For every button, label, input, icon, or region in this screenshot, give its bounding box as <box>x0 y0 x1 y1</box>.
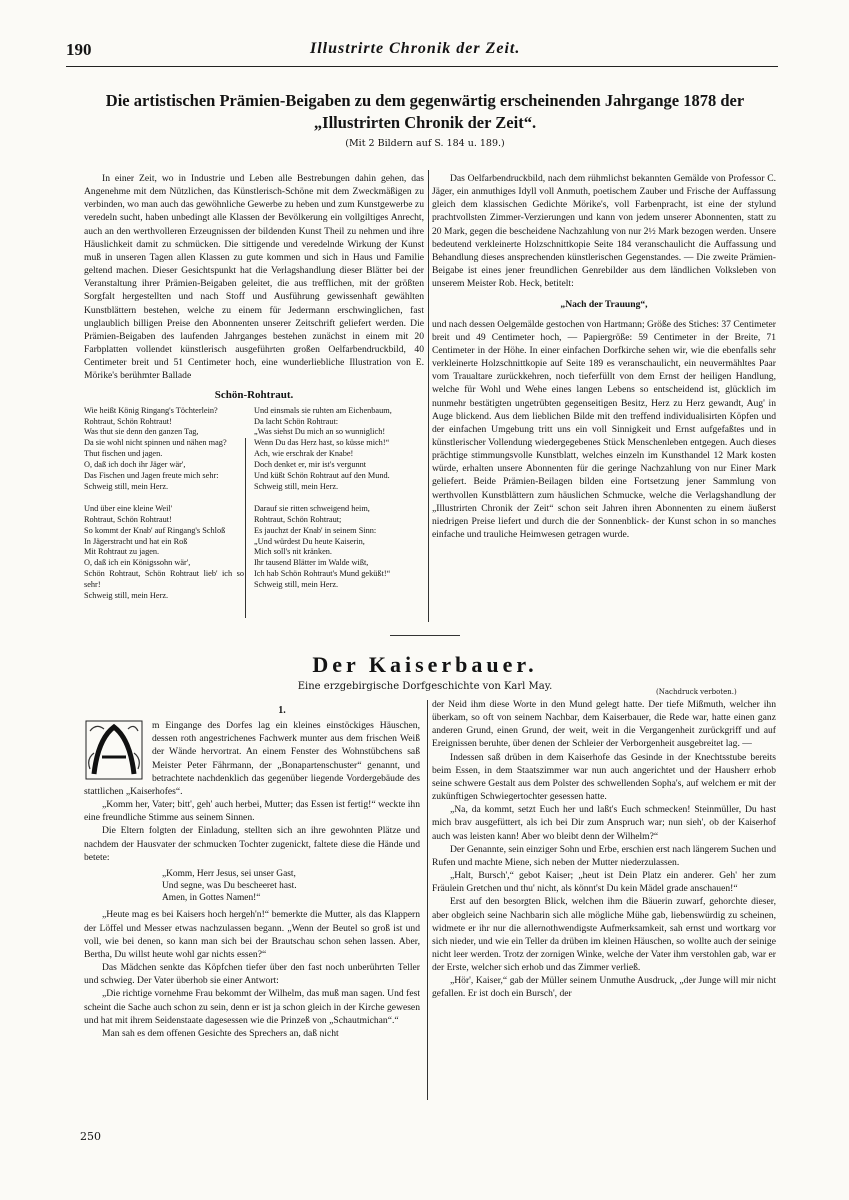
verse-line: Schweig still, mein Herz. <box>84 591 169 601</box>
poem-divider <box>245 438 246 618</box>
verse-line: So kommt der Knab' auf Ringang's Schloß <box>84 525 226 535</box>
verse-line: Wie heißt König Ringang's Töchterlein? <box>84 405 218 415</box>
verse-line: Rohtraut, Schön Rohtraut; <box>254 514 342 524</box>
verse-line: Darauf sie ritten schweigend heim, <box>254 503 370 513</box>
verse-line: „Komm, Herr Jesus, sei unser Gast, <box>162 868 296 879</box>
decorated-initial-a-icon <box>84 719 144 781</box>
article-column-left <box>84 172 424 602</box>
story-paragraph: der Neid ihm diese Worte in den Mund gelegt hatte. Der tiefe Mißmuth, welcher ihn überkam, so oft von seinem Nachbar, dem Kaiserbauer, die Rede war, hatte einen ganz anderen Grund, einen Grund, der weit, weit in die Vergangenheit zurückgriff und auf Ereignissen beruhte, über denen der Schleier der Verborgenheit ausgebreitet lag. — <box>432 699 776 750</box>
verse-line: Da sie wohl nicht spinnen und nähen mag? <box>84 438 227 448</box>
verse-line <box>84 493 244 504</box>
article-title-line1: Die artistischen Prämien-Beigaben zu dem gegenwärtig erscheinenden Jahrgange 1878 der <box>105 91 745 110</box>
verse-line: „Und würdest Du heute Kaiserin, <box>254 536 365 546</box>
column-divider <box>427 700 428 1100</box>
verse-line: Und einsmals sie ruhten am Eichenbaum, <box>254 405 392 415</box>
verse-line: Schweig still, mein Herz. <box>84 482 169 491</box>
article-subnote: (Mit 2 Bildern auf S. 184 u. 189.) <box>345 138 505 149</box>
verse-line: Thut fischen und jagen. <box>84 449 163 459</box>
verse-line: Und über eine kleine Weil' <box>84 503 173 513</box>
poem-right-column <box>254 406 424 602</box>
verse-line: Ihr tausend Blätter im Walde wißt, <box>254 558 369 568</box>
verse-line: Ich hab Schön Rohtraut's Mund geküßt!“ <box>254 569 391 579</box>
article-paragraph: und nach dessen Oelgemälde gestochen von Hartmann; Größe des Stiches: 37 Centimeter breit und 49 Centimeter hoch, — Papiergröße: 59 Centimeter in der Breite, 71 Centimeter in der Höhe. In einer einfachen Dorfkirche sehen wir, wie die ebenfalls sehr verkleinerte Holzschnittkopie auf Seite 189 es veranschaulicht, ein neuvermähltes Paar vom Traualtare zurückkehren, noch tieferfüllt von dem Ernst der heiligen Handlung, welche für Wohl und Wehe eines langen Lebens so entscheidend ist, glücklich im nunmehr bestätigten ungetrübten gegenseitigen Besitz, Herz zu Herz gewandt, Aug' in Auge blickend. Aus dem lieblichen Bilde mit den treffend individualisirten Köpfen und der einfachen Umgebung tritt uns ein voll Sinnigkeit und Ernst aufgefaßtes und in künstlerischer Vollendung wiedergegebenes Stück Menschenleben entgegen. Auch dieses prächtige stimmungsvolle Kunstblatt, welches einzeln im Kunsthandel 12 Mark kosten würde, erhalten unsere Abonnenten für die geringe Nachzahlung von nur Einer Mark geliefert. Beide Prämien-Beilagen bilden eine Fortsetzung jener Sammlung von werthvollen Kunstblättern zum häuslichen Schmucke, welche die Verlagshandlung der „Illustrirten Chronik der Zeit“ schon seit Jahren ihren Abonnenten zu einem äußerst niedrigen Preise liefert und durch die der Sonnenblick- der Kunst schon in so manches einfache und trauliche Heimwesen getragen wurde. <box>432 318 776 541</box>
verse-line: Das Fischen und Jagen freute mich sehr: <box>84 471 219 481</box>
verse-line: „Was siehst Du mich an so wunniglich! <box>254 427 386 437</box>
page-number: 190 <box>66 40 92 59</box>
verse-line: Es jauchzt der Knab' in seinem Sinn: <box>254 525 377 535</box>
verse-line <box>254 493 424 504</box>
verse-line: Amen, in Gottes Namen!“ <box>162 893 261 904</box>
verse-line: O, daß ich ein Königssohn wär', <box>84 558 191 568</box>
sheet-number: 250 <box>80 1130 101 1143</box>
article-title <box>70 90 780 134</box>
verse-line: O, daß ich doch ihr Jäger wär', <box>84 460 186 470</box>
chapter-number: 1. <box>278 705 286 716</box>
reprint-notice: (Nachdruck verboten.) <box>656 688 737 696</box>
story-title: Der Kaiserbauer. <box>312 652 538 677</box>
story-paragraph: Die Eltern folgten der Einladung, stellten sich an ihre gewohnten Plätze und nachdem der Hausvater der schmucken Tochter zugenickt, faltete diese die Hände und betete: <box>84 825 420 863</box>
verse-line: In Jägerstracht und hat ein Roß <box>84 536 188 546</box>
story-paragraph: „Die richtige vornehme Frau bekommt der Wilhelm, das muß man sagen. Und fest scheint die Sache auch schon zu sein, denn er ist ja schon gleich in der Kirche gewesen und hat mit ihrem Seidenstaate dagesessen wie die Prinzeß von „Schautmichan“.“ <box>84 988 420 1026</box>
picture-title: „Nach der Trauung“, <box>560 299 648 311</box>
header-rule <box>66 66 778 67</box>
prayer-verse <box>84 868 420 905</box>
story-paragraph: Erst auf den besorgten Blick, welchen ihm die Bäuerin zuwarf, gehorchte dieser, aber obgleich seine Nachbarin sich alle mögliche Mühe gab, liebenswürdig zu scheinen, widmete er ihr nur die allernothwendigste Aufmerksamkeit, sah ernst und wortkarg vor sich nieder, und wie ein Teller da drüben im kleinen Häuschen, so wollte auch der seinige nicht leer werden. Trotz der zornigen Winke, welche der Vater ihm verstohlen gab, war er der Erste, welcher sich erhob und das Zimmer verließ. <box>432 896 776 974</box>
poem <box>84 406 424 602</box>
story-paragraph: Man sah es dem offenen Gesichte des Sprechers an, daß nicht <box>102 1027 339 1039</box>
running-title: Illustrirte Chronik der Zeit. <box>310 40 521 57</box>
verse-line: Rohtraut, Schön Rohtraut! <box>84 514 172 524</box>
verse-line: Und segne, was Du bescheeret hast. <box>162 881 297 892</box>
article-column-right <box>432 172 776 541</box>
verse-line: Mich soll's nit kränken. <box>254 547 333 557</box>
story-paragraph: „Na, da kommt, setzt Euch her und laßt's Euch schmecken! Steinmüller, Du hast mich brav ausgefüttert, als ich bei Dir zum Anspruch war; nun sieh', ob der Kaiserhof auch was leisten kann! Aber wo bleibt denn der Wilhelm?“ <box>432 804 776 842</box>
verse-line: Doch denket er, mir ist's vergunnt <box>254 460 367 470</box>
story-paragraph: „Halt, Bursch',“ gebot Kaiser; „heut ist Dein Platz ein anderer. Geh' her zum Fräulein Gretchen und thu' nicht, als könnt'st Du kein Mädel grade anschauen!“ <box>432 870 776 895</box>
story-paragraph: „Hör', Kaiser,“ gab der Müller seinem Unmuthe Ausdruck, „der Junge will mir nicht gefallen. Er ist doch ein Bursch', der <box>432 975 776 1000</box>
verse-line: Schweig still, mein Herz. <box>254 482 339 491</box>
story-column-left <box>84 704 420 1040</box>
verse-line: Schweig still, mein Herz. <box>254 580 339 590</box>
poem-left-column <box>84 406 244 602</box>
article-paragraph: In einer Zeit, wo in Industrie und Leben alle Bestrebungen dahin gehen, das Angenehme mit dem Nützlichen, das Künstlerisch-Schöne mit dem Zweckmäßigen zu verbinden, wo man auch das gewöhnliche Gewerbe zu heben und zum Kunstgewerbe zu veredeln sucht, haben unbedingt alle Klassen der Bevölkerung ein vollgiltiges Anrecht, auch an den werthvolleren Erzeugnissen der bildenden Kunst Theil zu nehmen und ihre Häuslichkeit damit zu schmücken. Die sittigende und veredelnde Wirkung der Kunst muß in unseren Tagen allen Klassen zu gute kommen und sich in Haus und Familie geltend machen. Dieser Gesichtspunkt hat die Verlagshandlung dieser Blätter bei der Veranstaltung ihrer Prämien-Beigaben geleitet, die aus trefflichen, mit der größten Sorgfalt hergestellten und nach Stoff und Ausführung gewissenhaft gewählten Kunstblättern bestehen, welche zu einem für Jedermann erschwinglichen, fast unglaublich billigen Preise den Abonnenten unserer Zeitschrift geliefert werden. Die Prämien-Beigaben des laufenden Jahrganges bestehen zunächst in einem mit 20 Farbplatten vollendet künstlerisch ausgeführten großen Oelfarbendruckbild, 40 Centimeter breit und 51 Centimeter hoch, eine wunderliebliche Illustration von E. Mörike's berühmter Ballade <box>84 173 424 382</box>
story-subtitle: Eine erzgebirgische Dorfgeschichte von Karl May. <box>297 681 553 692</box>
story-column-right <box>432 698 776 1001</box>
verse-line: Da lacht Schön Rohtraut: <box>254 416 339 426</box>
verse-line: Mit Rohtraut zu jagen. <box>84 547 160 557</box>
verse-line: Wenn Du das Herz hast, so küsse mich!“ <box>254 438 390 448</box>
verse-line: Ach, wie erschrak der Knabe! <box>254 449 354 459</box>
section-separator <box>390 635 460 636</box>
story-paragraph: m Eingange des Dorfes lag ein kleines einstöckiges Häuschen, dessen roth angestrichenes Fachwerk munter aus dem frischen Weiß der Wände hervortrat. An einem Fenster des Wohnstübchens saß Meister Peter Fährmann, der „Bonapartenschuster“ genannt, und betrachtete nachdenklich das gegenüber liegende Vordergebäude des stattlichen „Kaiserhofes“. <box>84 720 420 797</box>
column-divider <box>428 170 429 622</box>
article-title-line2: „Illustrirten Chronik der Zeit“. <box>313 113 537 132</box>
story-paragraph: „Komm her, Vater; bitt', geh' auch herbei, Mutter; das Essen ist fertig!“ weckte ihn eine freundliche Stimme aus seinem Sinnen. <box>84 799 420 824</box>
poem-title: Schön-Rohtraut. <box>214 388 294 401</box>
story-paragraph: Der Genannte, sein einziger Sohn und Erbe, erschien erst nach längerem Suchen und Rufen und machte Miene, sich neben der Mutter niederzulassen. <box>432 843 776 868</box>
story-paragraph: „Heute mag es bei Kaisers hoch hergeh'n!“ bemerkte die Mutter, als das Klappern der Löffel und Messer etwas nachzulassen begann. „Wenn der Beutel so groß ist und voll, wie bei denen, so kann man sich bei der Brautschau schon sehen lassen. Aber, Bertha, Du willst heute wohl gar nichts essen?“ <box>84 909 420 960</box>
story-paragraph: Indessen saß drüben in dem Kaiserhofe das Gesinde in der Knechtsstube bereits beim Essen, in dem Staatszimmer war nun auch angerichtet und der Hausherr erhob seine schwere Gestalt aus dem Polster des schwellenden Sopha's, auf welchem er mit der zukünftigen Schwiegertochter gesessen hatte. <box>432 751 776 803</box>
story-paragraph: Das Mädchen senkte das Köpfchen tiefer über den fast noch unberührten Teller und schwieg. Der Vater überhob sie einer Antwort: <box>84 962 420 987</box>
article-paragraph: Das Oelfarbendruckbild, nach dem rühmlichst bekannten Gemälde von Professor C. Jäger, ein anmuthiges Idyll voll Anmuth, poetischem Zauber und Frische der Auffassung gleich dem klassischen Gedichte Mörike's, voll Farbenpracht, ist eine der stylund prachtvollsten Zimmer-Verzierungen und kann von jedem unserer Abonnenten, statt zu 20 Mark, gegen die bescheidene Nachzahlung von nur 2½ Mark bezogen werden. Unsere bedeutend verkleinerte Holzschnittkopie Seite 184 veranschaulicht die Auffassung und Behandlung dieses ansprechenden künstlerischen Gegenstandes. — Die zweite Prämien-Beigabe ist eines jener freundlichen Genrebilder aus dem ländlichen Volksleben von unserem Meister Rob. Heck, betitelt: <box>432 173 776 290</box>
verse-line: Und küßt Schön Rohtraut auf den Mund. <box>254 471 390 481</box>
verse-line: Was thut sie denn den ganzen Tag, <box>84 427 199 437</box>
verse-line: Rohtraut, Schön Rohtraut! <box>84 416 172 426</box>
verse-line: Schön Rohtraut, Schön Rohtraut lieb' ich so sehr! <box>84 569 244 590</box>
